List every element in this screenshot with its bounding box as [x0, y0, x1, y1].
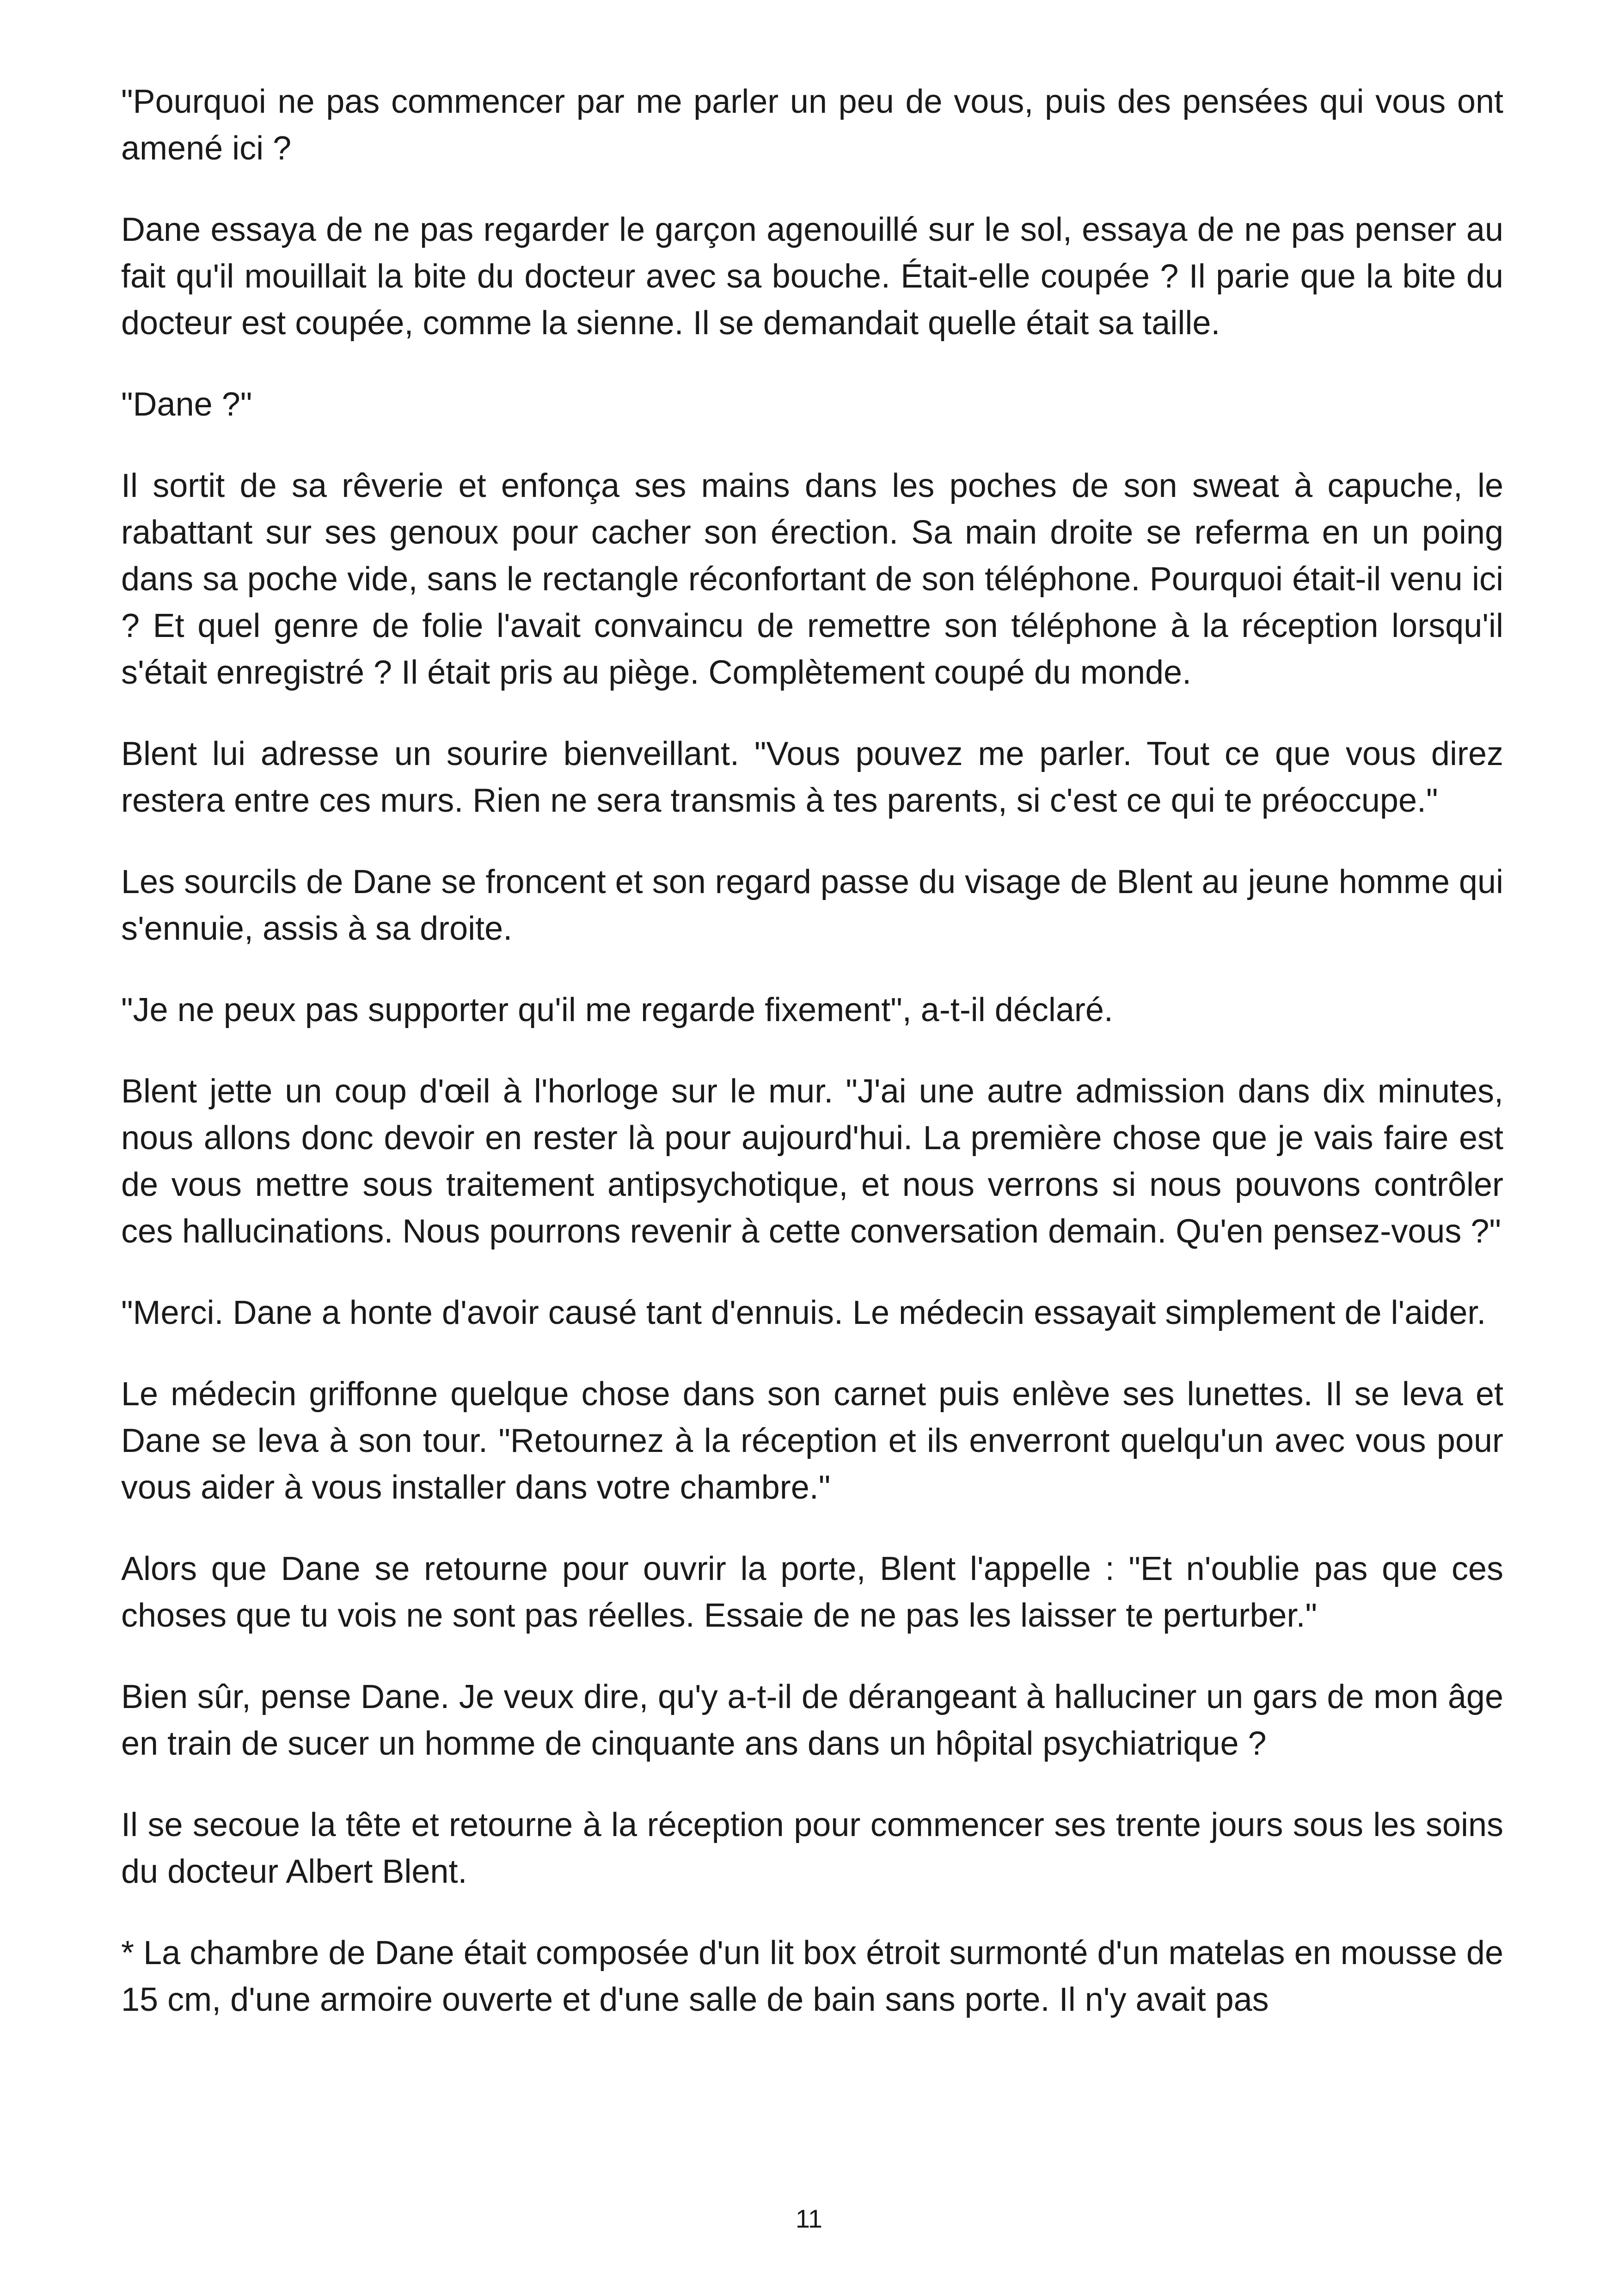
paragraph-6: Les sourcils de Dane se froncent et son regard passe du visage de Blent au jeune homme qui s'ennuie, assis à sa droite.	[121, 863, 1503, 947]
paragraph-1: "Pourquoi ne pas commencer par me parler un peu de vous, puis des pensées qui vous ont amené ici ?	[121, 83, 1503, 167]
paragraph-11: Alors que Dane se retourne pour ouvrir la porte, Blent l'appelle : "Et n'oublie pas que ces choses que tu vois ne sont pas réelles. Essaie de ne pas les laisser te perturber."	[121, 1550, 1503, 1634]
paragraph-10: Le médecin griffonne quelque chose dans son carnet puis enlève ses lunettes. Il se leva et Dane se leva à son tour. "Retournez à la réception et ils enverront quelqu'un avec vous pour vous aider à vous installer dans votre chambre."	[121, 1376, 1503, 1506]
paragraph-2: Dane essaya de ne pas regarder le garçon agenouillé sur le sol, essaya de ne pas penser au fait qu'il mouillait la bite du docteur avec sa bouche. Était-elle coupée ? Il parie que la bite du docteur est coupée, comme la sienne. Il se demandait quelle était sa taille.	[121, 211, 1503, 342]
paragraph-7: "Je ne peux pas supporter qu'il me regarde fixement", a-t-il déclaré.	[121, 992, 1113, 1029]
paragraph-3: "Dane ?"	[121, 386, 252, 423]
page-number: 11	[795, 2204, 823, 2233]
paragraph-14: * La chambre de Dane était composée d'un lit box étroit surmonté d'un matelas en mousse de 15 cm, d'une armoire ouverte et d'une salle de bain sans porte. Il n'y avait pas	[121, 1935, 1503, 2018]
paragraph-9: "Merci. Dane a honte d'avoir causé tant d'ennuis. Le médecin essayait simplement de l'aider.	[121, 1294, 1486, 1331]
paragraph-4: Il sortit de sa rêverie et enfonça ses mains dans les poches de son sweat à capuche, le rabattant sur ses genoux pour cacher son érection. Sa main droite se referma en un poing dans sa poche vide, sans le rectangle réconfortant de son téléphone. Pourquoi était-il venu ici ? Et quel genre de folie l'avait convaincu de remettre son téléphone à la réception lorsqu'il s'était enregistré ? Il était pris au piège. Complètement coupé du monde.	[121, 467, 1503, 691]
paragraph-8: Blent jette un coup d'œil à l'horloge sur le mur. "J'ai une autre admission dans dix minutes, nous allons donc devoir en rester là pour aujourd'hui. La première chose que je vais faire est de vous mettre sous traitement antipsychotique, et nous verrons si nous pouvons contrôler ces hallucinations. Nous pourrons revenir à cette conversation demain. Qu'en pensez-vous ?"	[121, 1073, 1503, 1250]
paragraph-12: Bien sûr, pense Dane. Je veux dire, qu'y a-t-il de dérangeant à halluciner un gars de mon âge en train de sucer un homme de cinquante ans dans un hôpital psychiatrique ?	[121, 1678, 1503, 1762]
paragraph-13: Il se secoue la tête et retourne à la réception pour commencer ses trente jours sous les soins du docteur Albert Blent.	[121, 1806, 1503, 1890]
body-text	[121, 79, 1503, 2058]
paragraph-5: Blent lui adresse un sourire bienveillant. "Vous pouvez me parler. Tout ce que vous direz restera entre ces murs. Rien ne sera transmis à tes parents, si c'est ce qui te préoccupe."	[121, 735, 1503, 819]
